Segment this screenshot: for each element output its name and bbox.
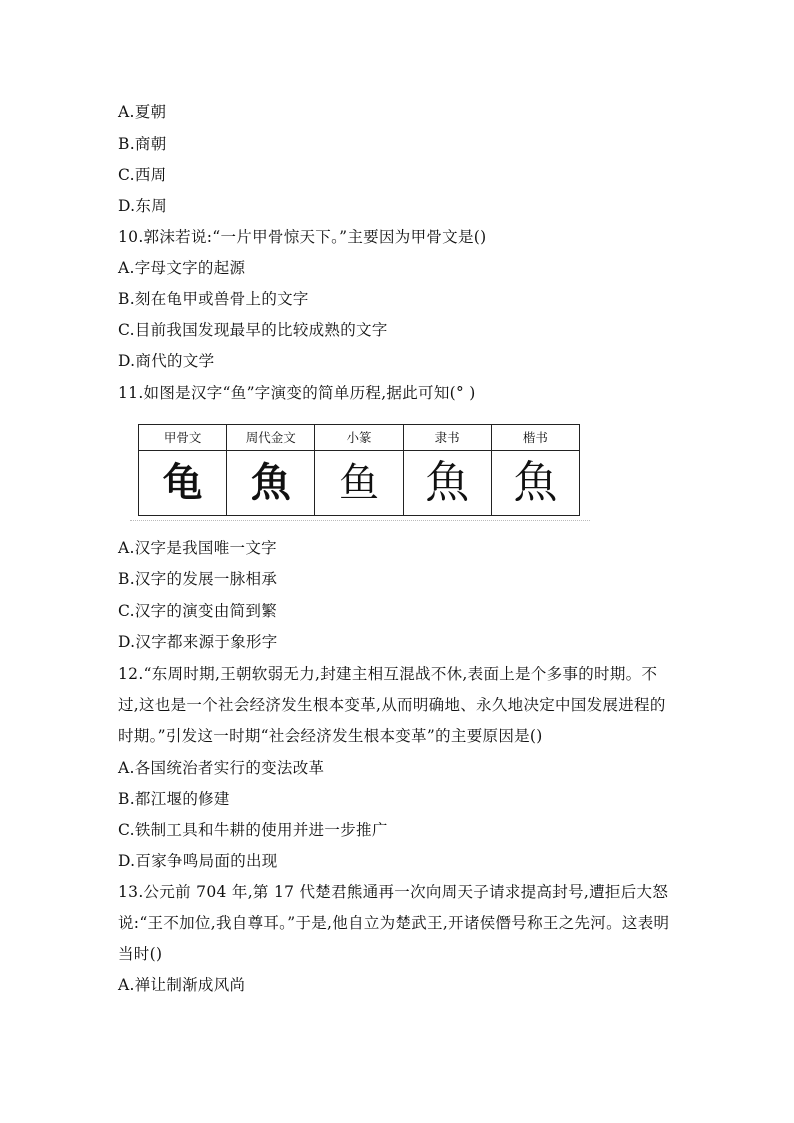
q12-option-a: A.各国统治者实行的变法改革 xyxy=(118,759,325,777)
q9-option-d: D.东周 xyxy=(118,197,168,215)
seal-fish-glyph: 鱼 xyxy=(338,459,379,506)
q12-stem: 12.“东周时期,王朝软弱无力,封建主相互混战不休,表面上是个多事的时期。不过,这也是一个社会经济发生根本变革,从而明确地、永久地决定中国发展进程的时期。”引发这一时期“社会经济发生根本变革”的主要原因是() xyxy=(118,665,666,745)
regular-fish-glyph: 魚 xyxy=(513,456,558,508)
fish-character-evolution-table xyxy=(138,424,580,516)
q9-option-a: A.夏朝 xyxy=(118,103,167,121)
oracle-fish-glyph: 龟 xyxy=(162,458,203,506)
q13-stem: 13.公元前 704 年,第 17 代楚君熊通再一次向周天子请求提高封号,遭拒后大怒说:“王不加位,我自尊耳。”于是,他自立为楚武王,开诸侯僭号称王之先河。这表明当时() xyxy=(118,883,670,963)
glyph-cell-oracle xyxy=(139,450,227,515)
header-oracle-bone: 甲骨文 xyxy=(139,425,227,451)
q11-stem: 11.如图是汉字“鱼”字演变的简单历程,据此可知(° ) xyxy=(118,384,476,402)
clerical-fish-glyph: 魚 xyxy=(425,456,470,508)
q11-option-d: D.汉字都来源于象形字 xyxy=(118,633,278,651)
bronze-fish-glyph: 魚 xyxy=(250,458,291,506)
q11-option-a: A.汉字是我国唯一文字 xyxy=(118,539,277,557)
q10-option-d: D.商代的文学 xyxy=(118,352,215,370)
q10-option-a: A.字母文字的起源 xyxy=(118,259,246,277)
q10-stem: 10.郭沫若说:“一片甲骨惊天下。”主要因为甲骨文是() xyxy=(118,228,487,246)
q12-option-c: C.铁制工具和牛耕的使用并进一步推广 xyxy=(118,821,388,839)
q11-option-b: B.汉字的发展一脉相承 xyxy=(118,570,278,588)
glyph-cell-seal xyxy=(315,450,403,515)
q11-option-c: C.汉字的演变由简到繁 xyxy=(118,602,278,620)
q12-option-b: B.都江堰的修建 xyxy=(118,790,230,808)
q12-option-d: D.百家争鸣局面的出现 xyxy=(118,852,278,870)
table-header-row xyxy=(139,425,580,451)
q13-option-a: A.禅让制渐成风尚 xyxy=(118,976,246,994)
q10-option-c: C.目前我国发现最早的比较成熟的文字 xyxy=(118,321,388,339)
glyph-cell-bronze xyxy=(227,450,315,515)
header-regular: 楷书 xyxy=(491,425,579,451)
q10-option-b: B.刻在龟甲或兽骨上的文字 xyxy=(118,290,309,308)
header-bronze: 周代金文 xyxy=(227,425,315,451)
table-glyph-row xyxy=(139,450,580,515)
glyph-cell-regular xyxy=(491,450,579,515)
q9-option-c: C.西周 xyxy=(118,166,167,184)
q9-option-b: B.商朝 xyxy=(118,135,167,153)
header-clerical: 隶书 xyxy=(403,425,491,451)
glyph-cell-clerical xyxy=(403,450,491,515)
header-small-seal: 小篆 xyxy=(315,425,403,451)
scan-edge-artifact xyxy=(130,512,590,521)
